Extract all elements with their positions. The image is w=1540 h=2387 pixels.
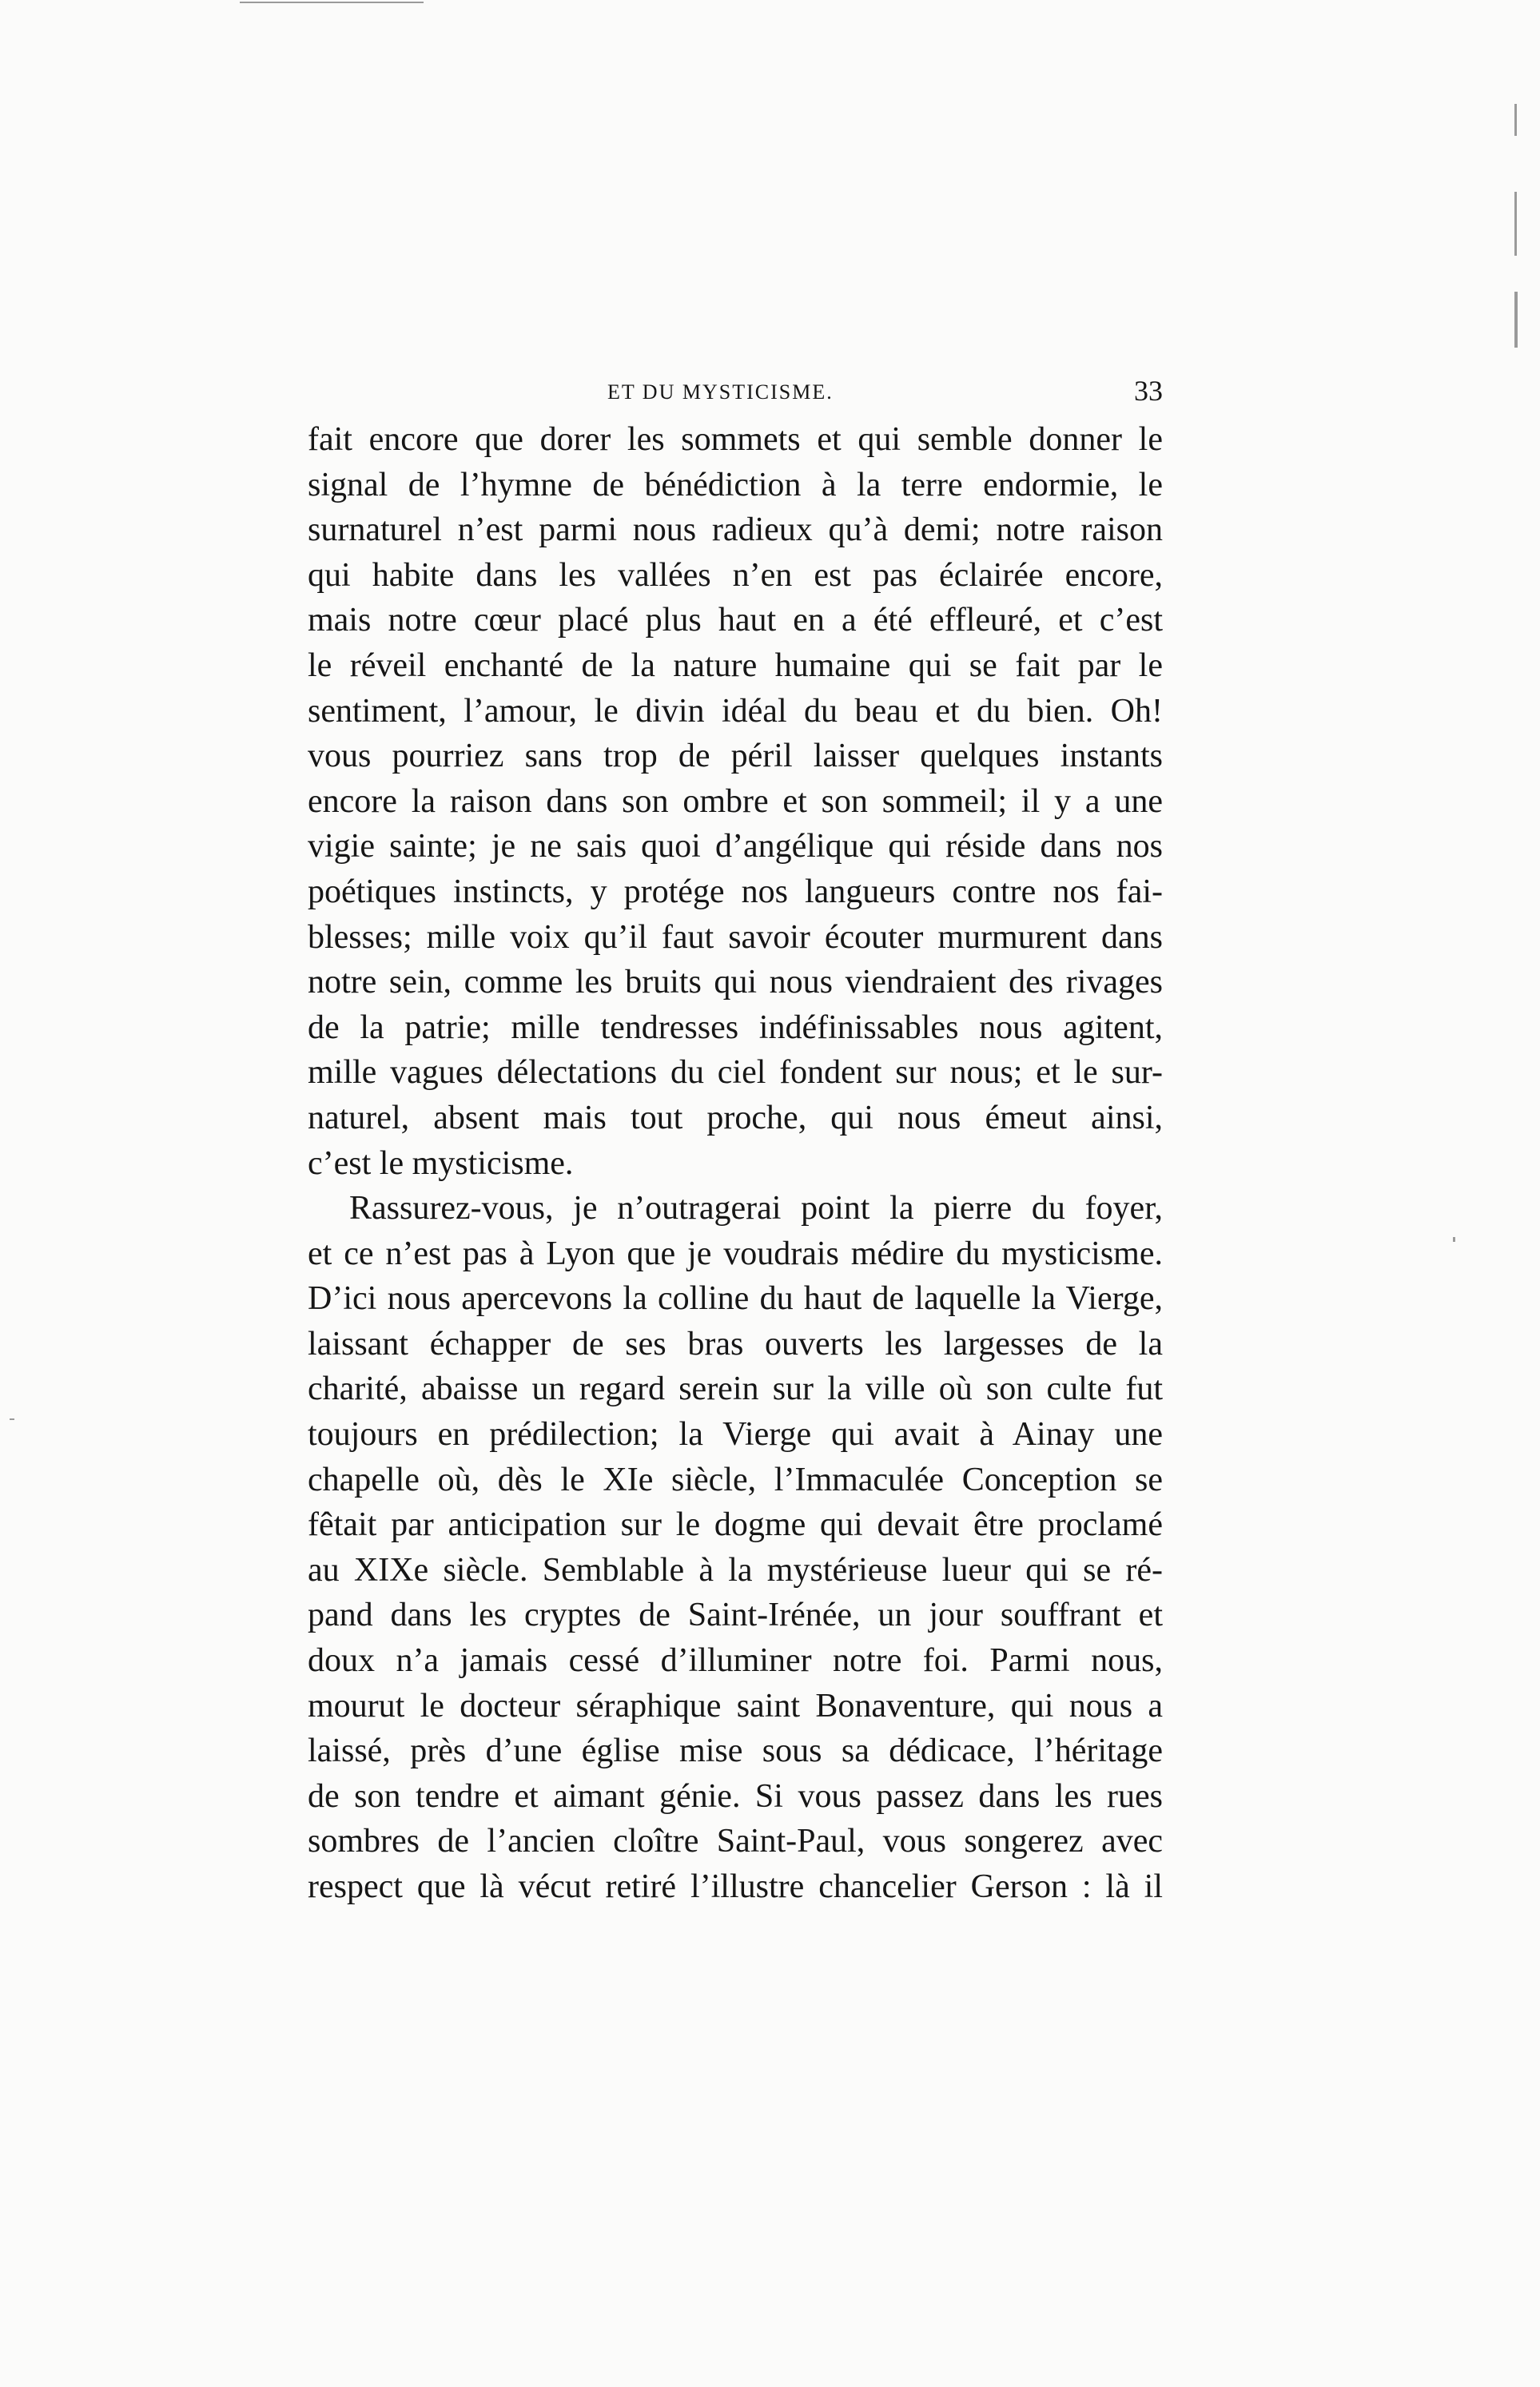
text-line: Rassurez-vous, je n’outragerai point la pierre du foyer, (349, 1190, 1163, 1227)
text-line: et ce n’est pas à Lyon que je voudrais médire du mysticisme. (308, 1235, 1163, 1272)
text-line: poétiques instincts, y protége nos langueurs contre nos fai- (308, 873, 1163, 910)
text-line: laissant échapper de ses bras ouverts les largesses de la (308, 1325, 1163, 1363)
scan-mark (1514, 292, 1518, 348)
text-line: sombres de l’ancien cloître Saint-Paul, vous songerez avec (308, 1823, 1163, 1860)
text-line: surnaturel n’est parmi nous radieux qu’à demi; notre raison (308, 511, 1163, 549)
text-line: mais notre cœur placé plus haut en a été effleuré, et c’est (308, 602, 1163, 639)
text-line: encore la raison dans son ombre et son sommeil; il y a une (308, 782, 1163, 820)
scan-mark (1514, 104, 1517, 136)
scan-mark (1514, 192, 1517, 256)
text-line: chapelle où, dès le XIe siècle, l’Immaculée Conception se (308, 1461, 1163, 1498)
text-line: le réveil enchanté de la nature humaine qui se fait par le (308, 646, 1163, 684)
text-line: blesses; mille voix qu’il faut savoir écouter murmurent dans (308, 918, 1163, 956)
text-line: laissé, près d’une église mise sous sa dédicace, l’héritage (308, 1733, 1163, 1770)
text-line: pand dans les cryptes de Saint-Irénée, un jour souffrant et (308, 1597, 1163, 1634)
text-line: mourut le docteur séraphique saint Bonaventure, qui nous a (308, 1687, 1163, 1725)
text-line: D’ici nous apercevons la colline du haut de laquelle la Vierge, (308, 1280, 1163, 1318)
text-line: respect que là vécut retiré l’illustre chancelier Gerson : là il (308, 1868, 1163, 1905)
text-line: charité, abaisse un regard serein sur la ville où son culte fut (308, 1371, 1163, 1408)
page-number: 33 (1134, 375, 1163, 407)
text-line: vigie sainte; je ne sais quoi d’angélique qui réside dans nos (308, 828, 1163, 865)
scan-mark (10, 1418, 14, 1420)
text-line: naturel, absent mais tout proche, qui nous émeut ainsi, (308, 1099, 1163, 1136)
text-line: au XIXe siècle. Semblable à la mystérieuse lueur qui se ré- (308, 1551, 1163, 1589)
scan-mark (1453, 1237, 1455, 1242)
text-line: c’est le mysticisme. (308, 1144, 574, 1182)
text-line: toujours en prédilection; la Vierge qui avait à Ainay une (308, 1416, 1163, 1454)
scan-mark (240, 2, 424, 3)
text-line: qui habite dans les vallées n’en est pas éclairée encore, (308, 556, 1163, 594)
text-line: notre sein, comme les bruits qui nous viendraient des rivages (308, 964, 1163, 1001)
text-line: signal de l’hymne de bénédiction à la terre endormie, le (308, 466, 1163, 503)
text-line: sentiment, l’amour, le divin idéal du beau et du bien. Oh! (308, 692, 1163, 730)
text-line: vous pourriez sans trop de péril laisser quelques instants (308, 738, 1163, 775)
running-head (308, 374, 1163, 414)
body-text (308, 417, 1163, 1910)
text-line: doux n’a jamais cessé d’illuminer notre foi. Parmi nous, (308, 1642, 1163, 1680)
running-title: ET DU MYSTICISME. (607, 380, 834, 404)
text-line: de la patrie; mille tendresses indéfinissables nous agitent, (308, 1009, 1163, 1046)
text-line: de son tendre et aimant génie. Si vous passez dans les rues (308, 1777, 1163, 1815)
text-line: fêtait par anticipation sur le dogme qui devait être proclamé (308, 1506, 1163, 1544)
text-line: mille vagues délectations du ciel fondent sur nous; et le sur- (308, 1054, 1163, 1092)
text-line: fait encore que dorer les sommets et qui semble donner le (308, 421, 1163, 458)
